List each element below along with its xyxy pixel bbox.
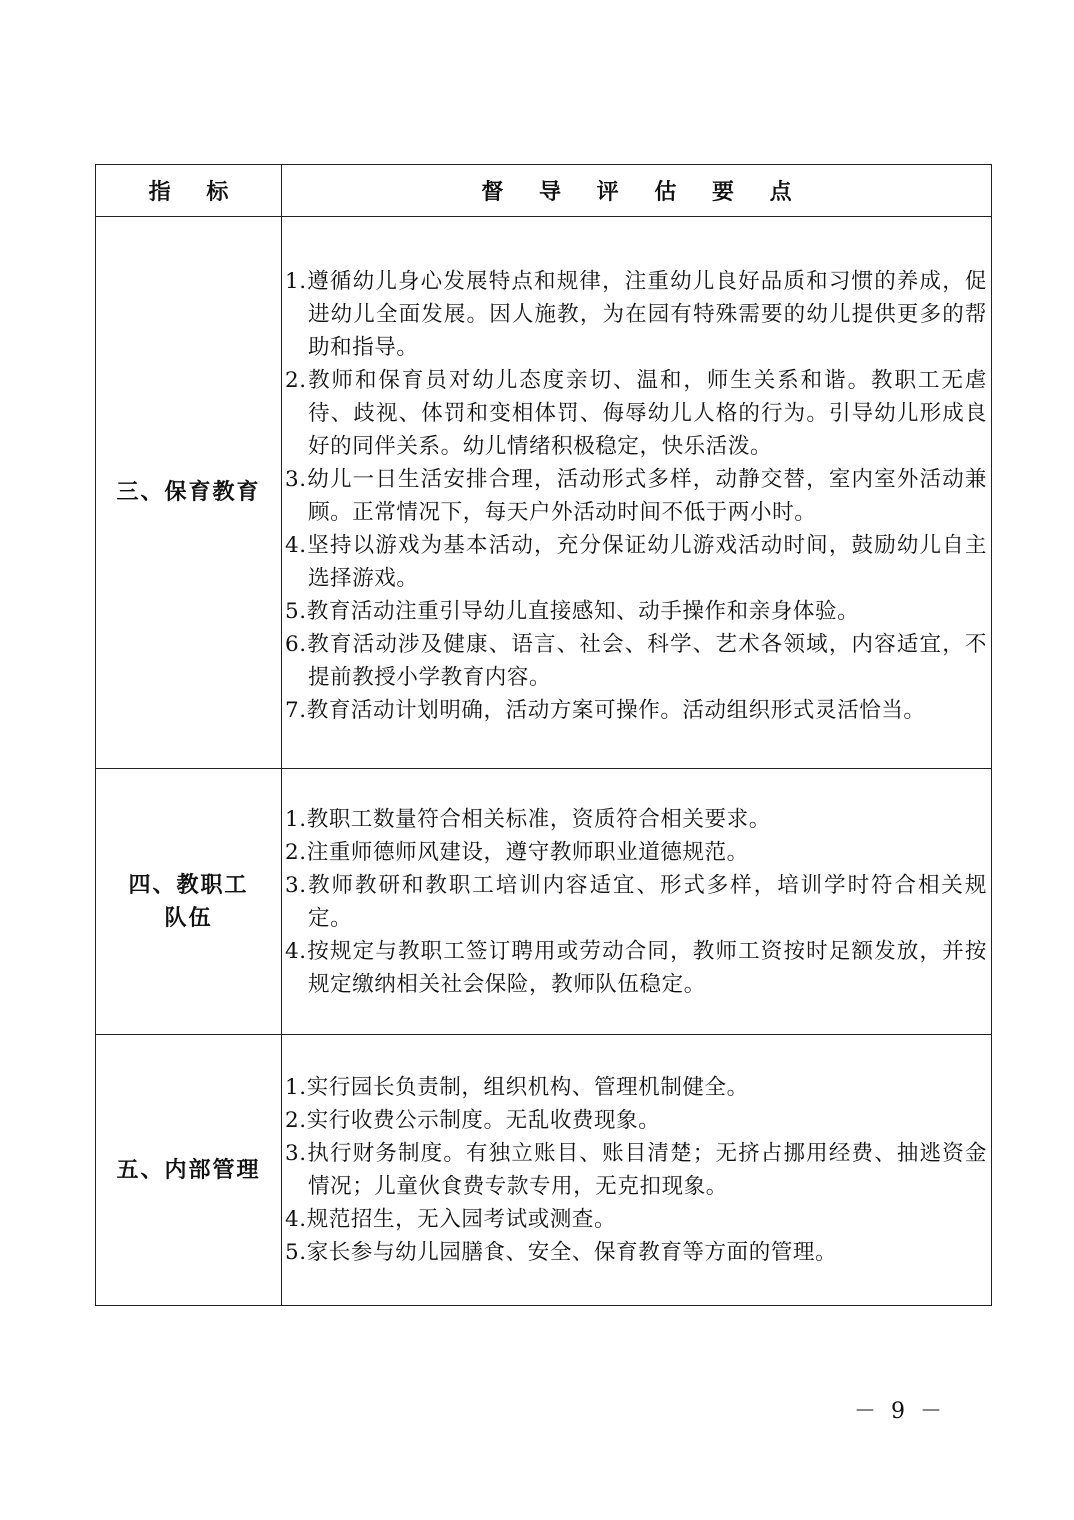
table-row xyxy=(96,217,992,769)
table-header-row xyxy=(96,165,992,217)
indicator-label: 三、保育教育 xyxy=(116,480,261,505)
list-item: 5.教育活动注重引导幼儿直接感知、动手操作和亲身体验。 xyxy=(285,598,860,624)
indicator-cell xyxy=(96,217,282,769)
list-item: 3.教师教研和教职工培训内容适宜、形式多样，培训学时符合相关规定。 xyxy=(285,872,987,931)
table-row xyxy=(96,1035,992,1306)
indicator-label: 四、教职工 xyxy=(128,872,249,898)
list-item: 3.幼儿一日生活安排合理，活动形式多样，动静交替，室内室外活动兼顾。正常情况下，每天户外活动时间不低于两小时。 xyxy=(285,466,987,525)
evaluation-table xyxy=(95,164,992,1306)
list-item: 7.教育活动计划明确，活动方案可操作。活动组织形式灵活恰当。 xyxy=(285,697,926,723)
indicator-label: 队伍 xyxy=(164,905,213,931)
indicator-cell xyxy=(96,769,282,1035)
header-points: 督 导 评 估 要 点 xyxy=(282,165,992,217)
point-list xyxy=(285,803,987,1001)
list-item: 1.教职工数量符合相关标准，资质符合相关要求。 xyxy=(285,806,771,832)
indicator-label: 五、内部管理 xyxy=(116,1157,261,1183)
list-item: 6.教育活动涉及健康、语言、社会、科学、艺术各领域，内容适宜，不提前教授小学教育内容。 xyxy=(285,631,987,690)
point-list xyxy=(285,1071,987,1269)
indicator-cell xyxy=(96,1035,282,1306)
points-cell xyxy=(282,769,992,1035)
table-row xyxy=(96,769,992,1035)
points-cell xyxy=(282,1035,992,1306)
list-item: 2.教师和保育员对幼儿态度亲切、温和，师生关系和谐。教职工无虐待、歧视、体罚和变相体罚、侮辱幼儿人格的行为。引导幼儿形成良好的同伴关系。幼儿情绪积极稳定，快乐活泼。 xyxy=(285,367,987,459)
point-list xyxy=(285,265,987,727)
list-item: 4.规范招生，无入园考试或测查。 xyxy=(285,1207,617,1232)
list-item: 4.坚持以游戏为基本活动，充分保证幼儿游戏活动时间，鼓励幼儿自主选择游戏。 xyxy=(285,532,987,591)
list-item: 1.实行园长负责制，组织机构、管理机制健全。 xyxy=(285,1075,749,1100)
points-cell xyxy=(282,217,992,769)
list-item: 1.遵循幼儿身心发展特点和规律，注重幼儿良好品质和习惯的养成，促进幼儿全面发展。因人施教，为在园有特殊需要的幼儿提供更多的帮助和指导。 xyxy=(285,268,987,360)
header-indicator: 指 标 xyxy=(96,165,282,217)
list-item: 3.执行财务制度。有独立账目、账目清楚；无挤占挪用经费、抽逃资金情况；儿童伙食费专款专用，无克扣现象。 xyxy=(285,1141,987,1199)
list-item: 5.家长参与幼儿园膳食、安全、保育教育等方面的管理。 xyxy=(285,1240,838,1265)
list-item: 2.注重师德师风建设，遵守教师职业道德规范。 xyxy=(285,839,749,865)
page-number: － 9 － xyxy=(854,1399,946,1424)
list-item: 2.实行收费公示制度。无乱收费现象。 xyxy=(285,1108,661,1133)
list-item: 4.按规定与教职工签订聘用或劳动合同，教师工资按时足额发放，并按规定缴纳相关社会保险，教师队伍稳定。 xyxy=(285,938,987,997)
